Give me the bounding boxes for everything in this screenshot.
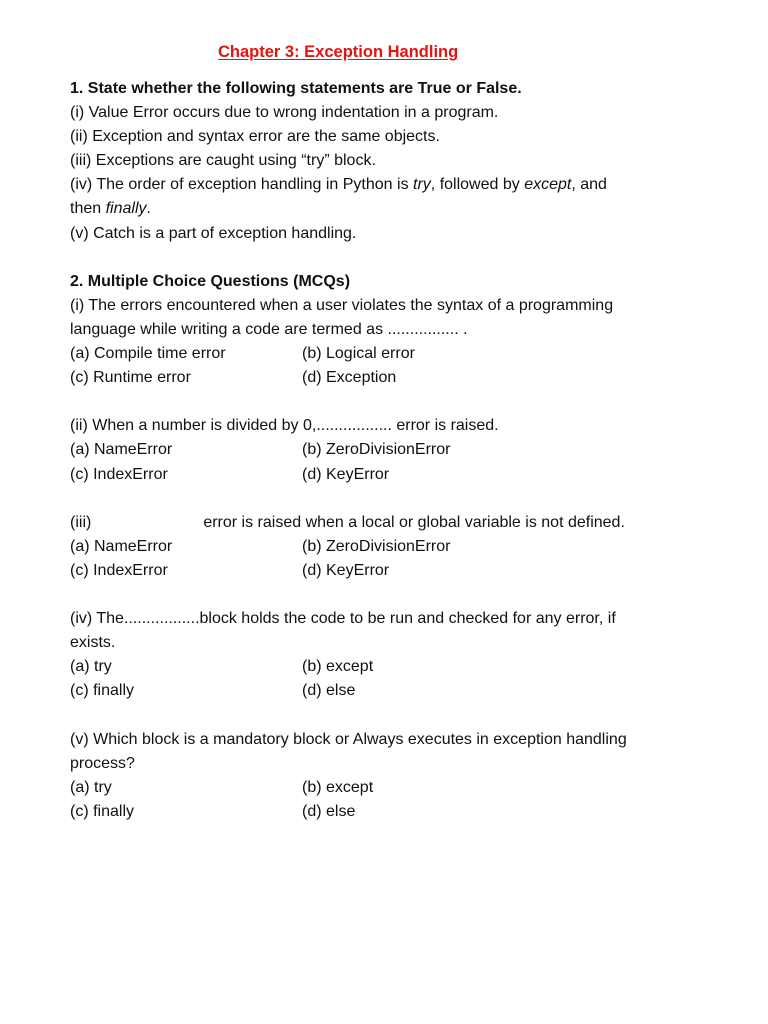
option-d: (d) KeyError [302, 465, 390, 483]
question-3-options-row-2 [70, 559, 710, 583]
question-1-options-row-1 [70, 342, 710, 366]
option-c: (c) finally [70, 802, 135, 820]
question-4-options-row-1 [70, 655, 710, 679]
statement-4-except: except [524, 176, 572, 194]
statement-4-try: try [413, 176, 431, 194]
option-b: (b) except [302, 658, 374, 676]
statement-4-finally: finally [105, 200, 147, 218]
option-b: (b) ZeroDivisionError [302, 441, 451, 459]
question-5-options-row-1 [70, 776, 710, 800]
spacer [70, 583, 710, 607]
option-a: (a) Compile time error [70, 345, 226, 363]
spacer [70, 703, 710, 727]
statement-4 [70, 173, 710, 197]
question-1-options-row-2 [70, 366, 710, 390]
option-c: (c) finally [70, 682, 135, 700]
document-body [70, 77, 710, 824]
option-d: (d) Exception [302, 369, 397, 387]
question-3-line-1 [70, 511, 710, 535]
option-a: (a) try [70, 778, 112, 796]
option-c: (c) IndexError [70, 465, 168, 483]
option-d: (d) else [302, 802, 356, 820]
option-c: (c) Runtime error [70, 369, 191, 387]
statement-4-mid: , followed by [430, 176, 525, 194]
question-2-options-row-2 [70, 463, 710, 487]
statement-2: (ii) Exception and syntax error are the same objects. [70, 128, 440, 146]
spacer [70, 487, 710, 511]
option-a: (a) try [70, 658, 112, 676]
statement-3: (iii) Exceptions are caught using “try” block. [70, 152, 376, 170]
spacer [70, 390, 710, 414]
spacer [70, 246, 710, 270]
question-5-line-2: process? [70, 754, 135, 772]
question-4-line-1: (iv) The.................block holds the code to be run and checked for any error, if [70, 610, 616, 628]
question-2-line-1: (ii) When a number is divided by 0,................. error is raised. [70, 417, 499, 435]
question-3-text: error is raised when a local or global variable is not defined. [203, 513, 625, 531]
question-4-line-2: exists. [70, 634, 116, 652]
question-2-options-row-1 [70, 438, 710, 462]
option-d: (d) else [302, 682, 356, 700]
question-3-label: (iii) [70, 513, 92, 531]
section2-heading: 2. Multiple Choice Questions (MCQs) [70, 272, 351, 290]
statement-4-continued [70, 197, 710, 221]
chapter-title: Chapter 3: Exception Handling [218, 43, 459, 61]
statement-4-pre: (iv) The order of exception handling in Python is [70, 176, 414, 194]
option-b: (b) except [302, 778, 374, 796]
option-a: (a) NameError [70, 537, 173, 555]
statement-1: (i) Value Error occurs due to wrong indentation in a program. [70, 104, 499, 122]
option-d: (d) KeyError [302, 561, 390, 579]
option-b: (b) ZeroDivisionError [302, 537, 451, 555]
question-3-options-row-1 [70, 535, 710, 559]
section1-heading: 1. State whether the following statements are True or False. [70, 80, 522, 97]
statement-4-then: then [70, 200, 106, 218]
option-a: (a) NameError [70, 441, 173, 459]
statement-5: (v) Catch is a part of exception handling. [70, 224, 357, 242]
question-5-options-row-2 [70, 800, 710, 824]
question-5-line-1: (v) Which block is a mandatory block or Always executes in exception handling [70, 730, 627, 748]
statement-4-end: . [146, 200, 151, 218]
question-1-line-2: language while writing a code are termed as ................ . [70, 320, 468, 338]
question-4-options-row-2 [70, 679, 710, 703]
question-1-line-1: (i) The errors encountered when a user violates the syntax of a programming [70, 296, 614, 314]
option-c: (c) IndexError [70, 561, 168, 579]
option-b: (b) Logical error [302, 345, 415, 363]
statement-4-post: , and [571, 176, 607, 194]
